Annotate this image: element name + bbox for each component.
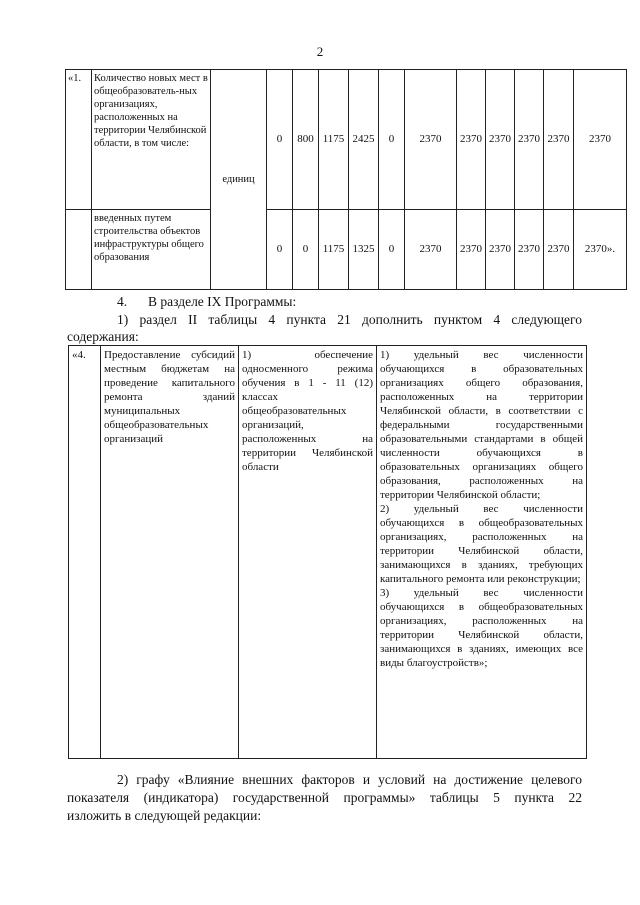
row-label: Количество новых мест в общеобразователь-ных организациях, расположенных на территории Челябинской области, в том числе:: [92, 70, 211, 210]
value-cell: 2370: [574, 70, 627, 210]
measure-name: Предоставление субсидий местным бюджетам на проведение капитального ремонта зданий муниципальных общеобразовательных организаций: [101, 346, 239, 759]
value-cell: 800: [293, 70, 319, 210]
value-cell: 1175: [319, 70, 349, 210]
value-cell: 2370: [515, 70, 544, 210]
section-heading: В разделе IX Программы:: [148, 294, 297, 309]
row-number-empty: [66, 210, 92, 290]
value-cell: 2370: [457, 70, 486, 210]
value-cell: 2370: [544, 70, 574, 210]
value-cell: 1325: [349, 210, 379, 290]
measure-indicators: [377, 346, 587, 759]
value-cell: 2370: [544, 210, 574, 290]
unit-cell: единиц: [211, 70, 267, 290]
value-cell: 0: [267, 210, 293, 290]
section-number: 4.: [117, 294, 128, 309]
measure-task: 1) обеспечение односменного режима обучения в 1 - 11 (12) классах общеобразовательных организаций, расположенных на территории Челябинской области: [239, 346, 377, 759]
row-number: «1.: [66, 70, 92, 210]
value-cell: 2425: [349, 70, 379, 210]
page-number: 2: [316, 44, 324, 59]
indicator-item: 2) удельный вес численности обучающихся в общеобразовательных организациях, расположенных на территории Челябинской области, занимающихся в зданиях, требующих капитального ремонта или реконструкции;: [380, 503, 583, 585]
indicator-item: 3) удельный вес численности обучающихся в общеобразовательных организациях, расположенных на территории Челябинской области, занимающихся в зданиях, имеющих все виды благоустройств»;: [380, 587, 583, 669]
table-row: [66, 210, 627, 290]
value-cell: 1175: [319, 210, 349, 290]
value-cell: 0: [293, 210, 319, 290]
paragraph-line: изложить в следующей редакции:: [67, 808, 262, 823]
paragraph-line: 1) раздел II таблицы 4 пункта 21 дополнить пунктом 4 следующего: [117, 312, 582, 327]
value-cell: 0: [267, 70, 293, 210]
value-cell: 2370: [486, 210, 515, 290]
value-cell: 2370: [515, 210, 544, 290]
indicators-table: [65, 69, 627, 290]
row-number: «4.: [69, 346, 101, 759]
paragraph-line: 2) графу «Влияние внешних факторов и условий на достижение целевого: [117, 772, 582, 787]
table-row: [69, 346, 587, 759]
indicator-item: 1) удельный вес численности обучающихся в образовательных организациях общего образования, расположенных на территории Челябинской области, в соответствии с федеральными государственными образовательными стандартами в общей численности обучающихся в образовательных организациях общего образования, расположенных на территории Челябинской области;: [380, 349, 583, 501]
paragraph-line: содержания:: [67, 329, 139, 344]
value-cell: 2370: [486, 70, 515, 210]
value-cell: 0: [379, 70, 405, 210]
value-cell: 2370».: [574, 210, 627, 290]
value-cell: 0: [379, 210, 405, 290]
table-row: [66, 70, 627, 210]
row-label: введенных путем строительства объектов инфраструктуры общего образования: [92, 210, 211, 290]
value-cell: 2370: [405, 70, 457, 210]
value-cell: 2370: [457, 210, 486, 290]
value-cell: 2370: [405, 210, 457, 290]
paragraph-line: показателя (индикатора) государственной программы» таблицы 5 пункта 22: [67, 790, 582, 805]
program-measures-table: [68, 345, 587, 759]
